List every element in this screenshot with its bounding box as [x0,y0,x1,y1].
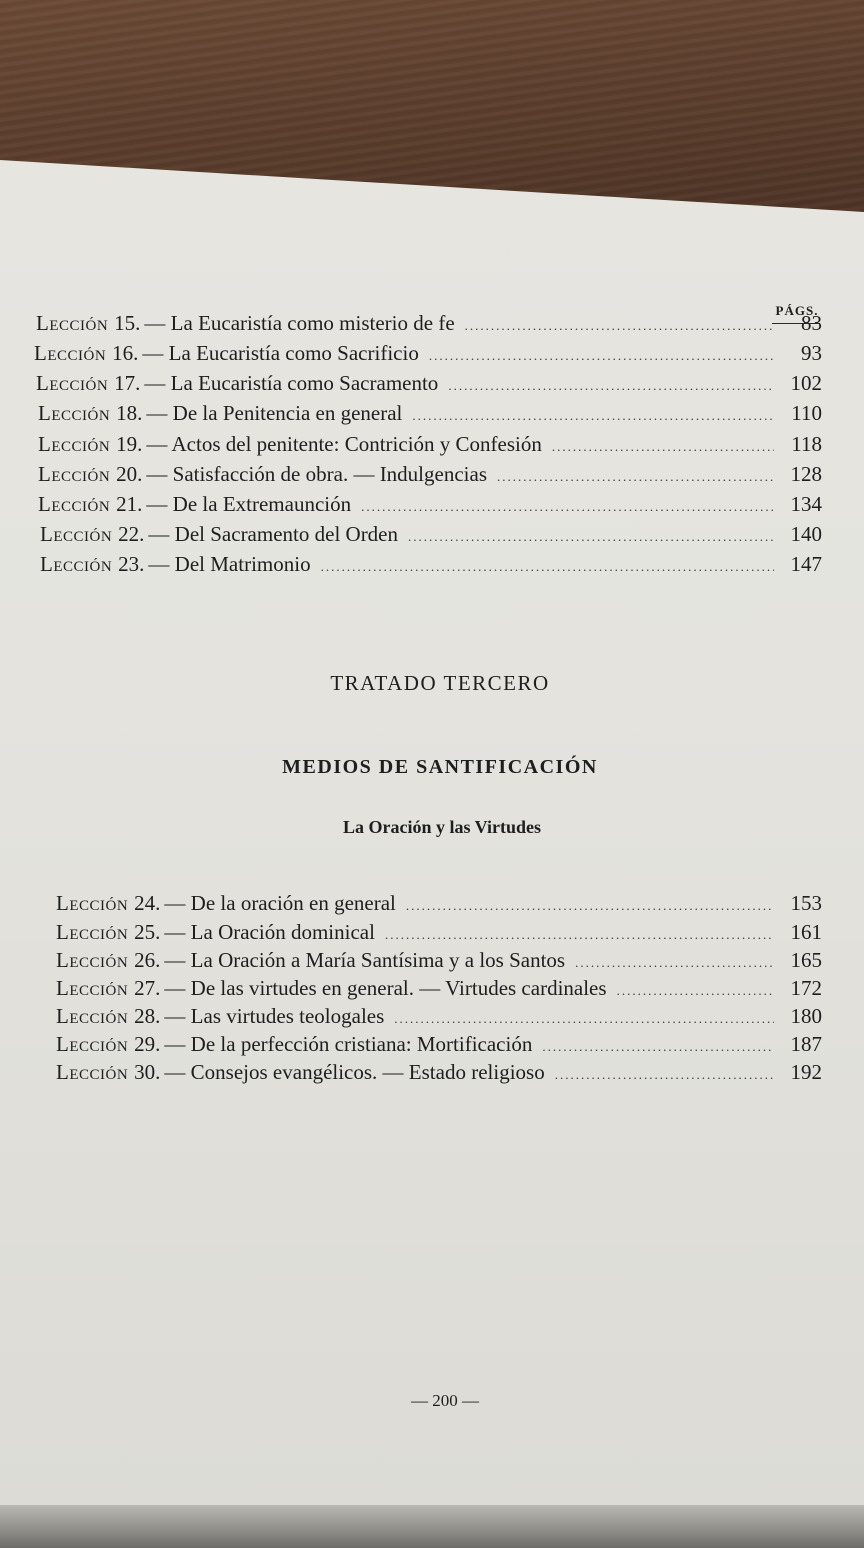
dot-leader [406,898,774,914]
lesson-number: 22. [118,522,145,546]
lesson-title: — La Eucaristía como Sacramento [144,371,439,395]
treatise-heading: TRATADO TERCERO [330,671,550,695]
toc-entry [40,522,822,550]
dot-leader [465,318,774,334]
lesson-title: — Del Sacramento del Orden [148,522,399,546]
lesson-title: — Consejos evangélicos. — Estado religioso [164,1060,545,1084]
lesson-title: — La Eucaristía como Sacrificio [142,341,419,365]
lesson-title: — De la Extremaunción [146,492,352,516]
page-number: — 200 — [411,1391,479,1410]
dot-leader [361,499,774,515]
lesson-label: Lección [38,432,111,456]
dot-leader [448,378,774,394]
lesson-label: Lección [56,920,129,944]
lesson-title: — De la Penitencia en general [146,401,403,425]
lesson-label: Lección [36,311,109,335]
dot-leader [617,983,774,999]
lesson-number: 26. [134,948,161,972]
lesson-title: — La Oración dominical [164,920,375,944]
dot-leader [408,529,774,545]
dot-leader [575,955,774,971]
lesson-number: 30. [134,1060,161,1084]
toc-entry [36,371,822,399]
lesson-label: Lección [56,1060,129,1084]
lesson-number: 21. [116,492,143,516]
lesson-page: 140 [790,522,822,546]
lesson-label: Lección [40,522,113,546]
lesson-number: 24. [134,891,161,915]
lesson-number: 20. [116,462,143,486]
lesson-label: Lección [34,341,107,365]
lesson-title: — Las virtudes teologales [164,1004,385,1028]
lesson-page: 161 [790,920,822,944]
lesson-number: 29. [134,1032,161,1056]
dot-leader [555,1067,774,1083]
toc-entry [38,401,822,429]
lesson-number: 28. [134,1004,161,1028]
lesson-title: — Del Matrimonio [148,552,311,576]
toc-entry [56,920,822,948]
toc-entry [36,311,822,339]
toc-entry [34,341,822,369]
toc-entry [56,891,822,919]
section-subtitle: La Oración y las Virtudes [342,817,541,837]
toc-entry [56,1004,822,1032]
pages-column-header: PÁGS. [775,303,819,318]
lesson-page: 172 [790,976,822,1000]
lesson-label: Lección [56,948,129,972]
lesson-page: 165 [790,948,822,972]
dot-leader [412,408,774,424]
lesson-page: 180 [790,1004,822,1028]
lesson-page: 147 [790,552,822,576]
toc-entry [56,1060,822,1088]
dot-leader [497,469,774,485]
toc-entry [40,552,822,580]
lesson-title: — De las virtudes en general. — Virtudes cardinales [164,976,607,1000]
toc-entry [56,1032,822,1060]
lesson-page: 153 [790,891,822,915]
lesson-title: — La Oración a María Santísima y a los Santos [164,948,566,972]
lesson-number: 16. [112,341,139,365]
toc-entry [38,432,822,460]
dot-leader [542,1039,774,1055]
lesson-title: — La Eucaristía como misterio de fe [144,311,455,335]
toc-entry [56,976,822,1004]
section-title: MEDIOS DE SANTIFICACIÓN [282,756,598,778]
dot-leader [394,1011,774,1027]
lesson-number: 18. [116,401,143,425]
lesson-page: 110 [791,401,822,425]
lesson-number: 17. [114,371,141,395]
lesson-title: — De la perfección cristiana: Mortificación [164,1032,533,1056]
dot-leader [552,439,774,455]
lesson-label: Lección [56,1004,129,1028]
dot-leader [321,559,774,575]
lesson-page: 192 [790,1060,822,1084]
lesson-number: 15. [114,311,141,335]
lesson-number: 27. [134,976,161,1000]
lesson-title: — Satisfacción de obra. — Indulgencias [146,462,487,486]
lesson-number: 23. [118,552,145,576]
lesson-label: Lección [38,401,111,425]
dot-leader [429,348,774,364]
lesson-title: — Actos del penitente: Contrición y Confesión [146,432,542,456]
lesson-title: — De la oración en general [164,891,396,915]
lesson-label: Lección [56,891,129,915]
lesson-label: Lección [38,492,111,516]
lesson-label: Lección [36,371,109,395]
lesson-page: 187 [790,1032,822,1056]
lesson-label: Lección [38,462,111,486]
toc-entry [38,462,822,490]
toc-entry [38,492,822,520]
lesson-label: Lección [40,552,113,576]
lesson-page: 83 [801,311,822,335]
toc-entry [56,948,822,976]
lesson-page: 118 [791,432,822,456]
lesson-label: Lección [56,1032,129,1056]
lesson-label: Lección [56,976,129,1000]
lesson-page: 102 [790,371,822,395]
lesson-page: 128 [790,462,822,486]
lesson-page: 93 [801,341,822,365]
lesson-number: 25. [134,920,161,944]
lesson-page: 134 [790,492,822,516]
dot-leader [385,927,774,943]
lesson-number: 19. [116,432,143,456]
